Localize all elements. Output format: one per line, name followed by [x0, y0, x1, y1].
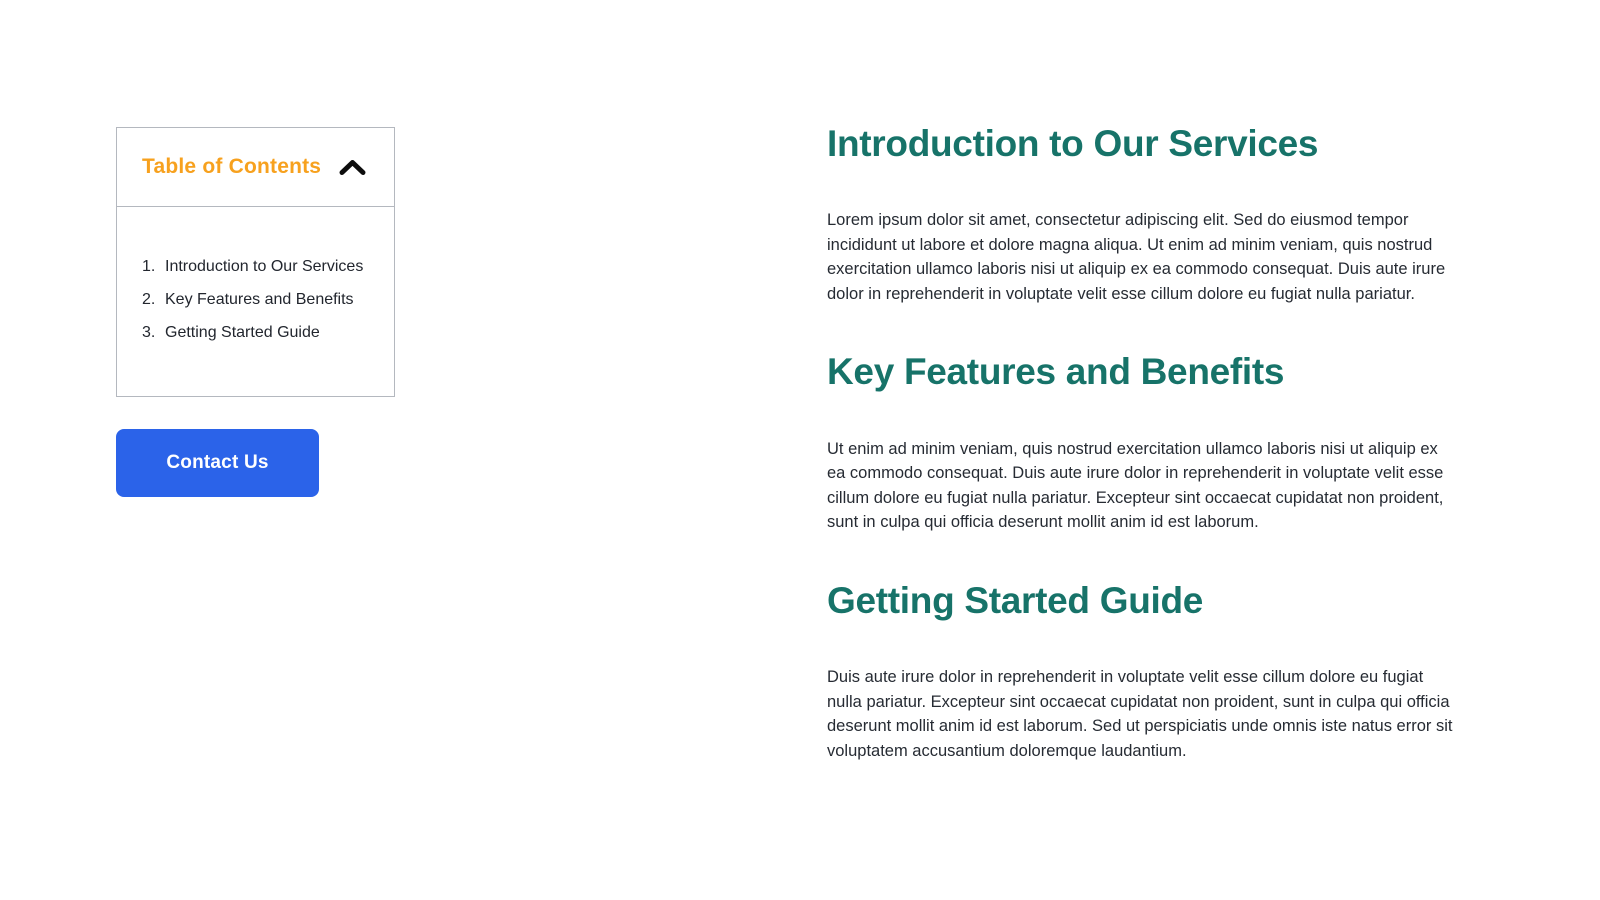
toc-item-key-features[interactable] — [142, 291, 374, 309]
section-heading: Getting Started Guide — [827, 579, 1204, 621]
toc-item-label: Getting Started Guide — [165, 324, 320, 341]
chevron-up-icon — [339, 159, 366, 175]
toc-header — [117, 128, 394, 207]
toc-item-label: Key Features and Benefits — [165, 291, 354, 308]
toc-item-number: 3. — [142, 324, 156, 341]
toc-title: Table of Contents — [142, 155, 322, 178]
toc-item-getting-started[interactable] — [142, 324, 374, 342]
toc-item-introduction[interactable] — [142, 258, 374, 276]
section-getting-started — [827, 579, 1458, 763]
section-paragraph: Duis aute irure dolor in reprehenderit in voluptate velit esse cillum dolore eu fugiat nulla pariatur. Excepteur sint occaecat cupidatat non proident, sunt in culpa qui officia deserunt mollit anim id est laborum. Sed ut perspiciatis unde omnis iste natus error sit voluptatem accusantium doloremque laudantium. — [827, 668, 1453, 760]
section-heading: Introduction to Our Services — [827, 123, 1319, 164]
toc-collapse-button[interactable] — [337, 157, 368, 177]
section-heading: Key Features and Benefits — [827, 351, 1285, 393]
section-paragraph: Ut enim ad minim veniam, quis nostrud exercitation ullamco laboris nisi ut aliquip ex ea commodo consequat. Duis aute irure dolor in reprehenderit in voluptate velit esse cillum dolore eu fugiat nulla pariatur. Excepteur sint occaecat cupidatat non proident, sunt in culpa qui officia deserunt mollit anim id est laborum. — [827, 439, 1444, 532]
section-introduction — [827, 122, 1458, 306]
section-paragraph: Lorem ipsum dolor sit amet, consectetur adipiscing elit. Sed do eiusmod tempor incididunt ut labore et dolore magna aliqua. Ut enim ad minim veniam, quis nostrud exercitation ullamco laboris nisi ut aliquip ex ea commodo consequat. Duis aute irure dolor in reprehenderit in voluptate velit esse cillum dolore eu fugiat nulla pariatur. — [827, 211, 1446, 303]
toc-list — [117, 207, 394, 342]
toc-item-label: Introduction to Our Services — [165, 258, 364, 275]
toc-item-number: 2. — [142, 291, 156, 308]
table-of-contents-card — [116, 127, 395, 397]
section-key-features — [827, 350, 1458, 534]
contact-us-button[interactable]: Contact Us — [116, 429, 319, 497]
toc-item-number: 1. — [142, 258, 156, 275]
article-content — [827, 122, 1458, 763]
